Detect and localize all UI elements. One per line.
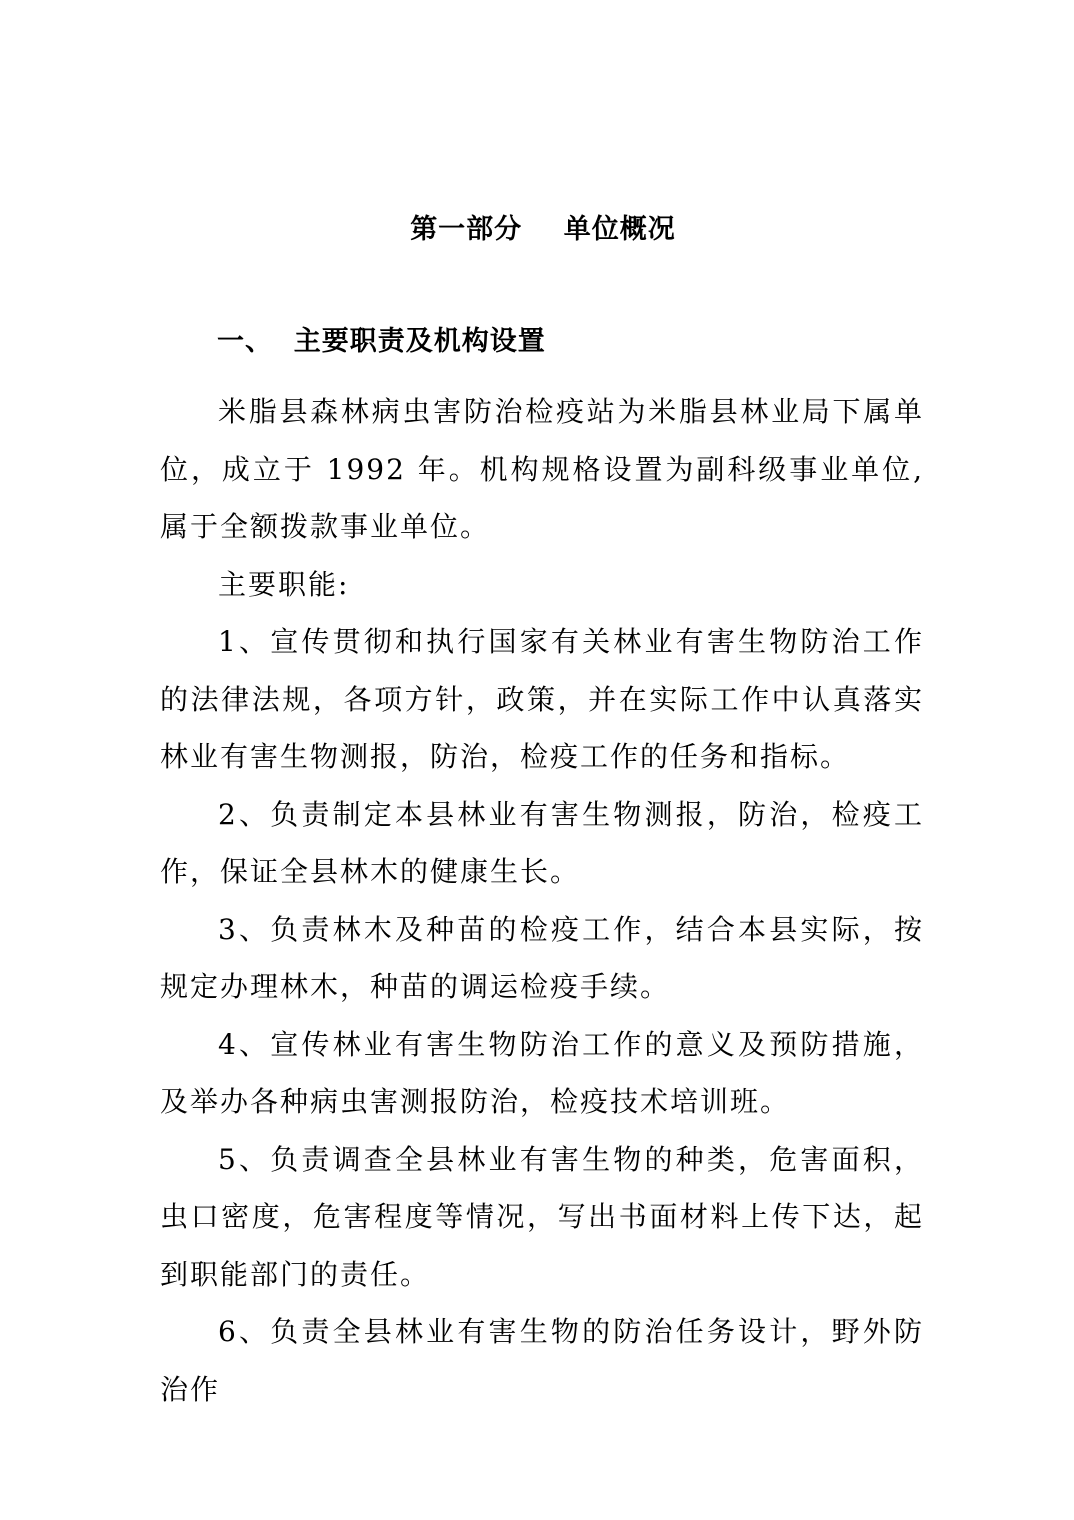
paragraph-item-4: 4、宣传林业有害生物防治工作的意义及预防措施，及举办各种病虫害测报防治，检疫技术培训班。 — [160, 1027, 924, 1118]
paragraph-intro: 米脂县森林病虫害防治检疫站为米脂县林业局下属单位，成立于 1992 年。机构规格设置为副科级事业单位,属于全额拨款事业单位。 — [160, 395, 924, 543]
body-text — [160, 383, 924, 1418]
paragraph-functions-label: 主要职能: — [218, 567, 350, 601]
paragraph-item-6: 6、负责全县林业有害生物的防治任务设计，野外防治作 — [160, 1315, 924, 1406]
section-heading: 一、 主要职责及机构设置 — [217, 326, 546, 357]
paragraph-item-5: 5、负责调查全县林业有害生物的种类，危害面积，虫口密度，危害程度等情况，写出书面材料上传下达，起到职能部门的责任。 — [160, 1142, 924, 1291]
page-title: 第一部分 单位概况 — [410, 214, 676, 245]
paragraph-item-2: 2、负责制定本县林业有害生物测报，防治，检疫工作，保证全县林木的健康生长。 — [160, 797, 924, 888]
paragraph-item-1: 1、宣传贯彻和执行国家有关林业有害生物防治工作的法律法规，各项方针，政策，并在实际工作中认真落实林业有害生物测报，防治，检疫工作的任务和指标。 — [160, 625, 924, 773]
paragraph-item-3: 3、负责林木及种苗的检疫工作，结合本县实际，按规定办理林木，种苗的调运检疫手续。 — [160, 912, 924, 1003]
